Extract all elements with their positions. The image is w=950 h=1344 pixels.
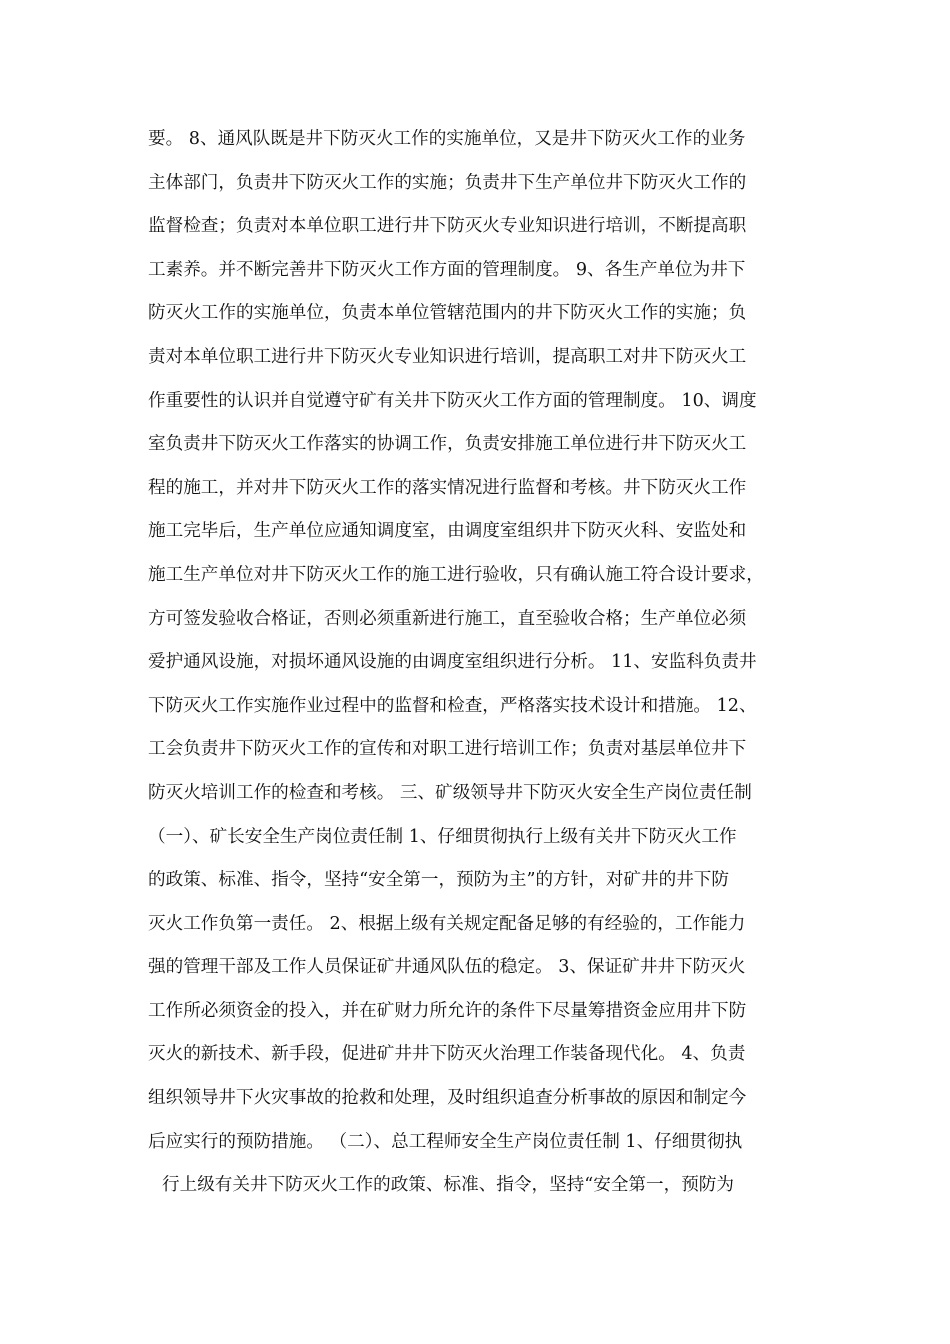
text-line: 程的施工，并对井下防灭火工作的落实情况进行监督和考核。井下防灭火工作	[148, 477, 747, 498]
text-line: 工会负责井下防灭火工作的宣传和对职工进行培训工作；负责对基层单位井下	[148, 739, 747, 760]
text-line: 行上级有关井下防灭火工作的政策、标准、指令，坚持“安全第一，预防为	[162, 1175, 734, 1196]
text-line: 工作所必须资金的投入，并在矿财力所允许的条件下尽量筹措资金应用井下防	[148, 1000, 747, 1021]
text-line: 主体部门，负责井下防灭火工作的实施；负责井下生产单位井下防灭火工作的	[148, 172, 747, 193]
text-line: 作重要性的认识并自觉遵守矿有关井下防灭火工作方面的管理制度。 10、调度	[148, 390, 757, 411]
text-line: 后应实行的预防措施。 （二）、总工程师安全生产岗位责任制 1、仔细贯彻执	[148, 1131, 743, 1152]
text-line: 工素养。并不断完善井下防灭火工作方面的管理制度。 9、各生产单位为井下	[148, 259, 746, 280]
text-line: 防灭火工作的实施单位，负责本单位管辖范围内的井下防灭火工作的实施；负	[148, 303, 747, 324]
text-line: 要。 8、通风队既是井下防灭火工作的实施单位，又是井下防灭火工作的业务	[148, 129, 746, 149]
text-line: 下防灭火工作实施作业过程中的监督和检查，严格落实技术设计和措施。 12、	[148, 695, 757, 716]
text-line: 防灭火培训工作的检查和考核。 三、矿级领导井下防灭火安全生产岗位责任制	[148, 782, 752, 803]
text-line: 的政策、标准、指令，坚持“安全第一，预防为主”的方针，对矿井的井下防	[148, 870, 729, 891]
text-line: 监督检查；负责对本单位职工进行井下防灭火专业知识进行培训，不断提高职	[148, 216, 747, 237]
text-line: 施工生产单位对井下防灭火工作的施工进行验收，只有确认施工符合设计要求，	[148, 564, 764, 585]
text-line: 施工完毕后，生产单位应通知调度室，由调度室组织井下防灭火科、安监处和	[148, 521, 747, 542]
body-text	[148, 118, 808, 1208]
text-line: 组织领导井下火灾事故的抢救和处理，及时组织追查分析事故的原因和制定今	[148, 1088, 747, 1109]
text-line: 责对本单位职工进行井下防灭火专业知识进行培训，提高职工对井下防灭火工	[148, 346, 747, 367]
text-line: 室负责井下防灭火工作落实的协调工作，负责安排施工单位进行井下防灭火工	[148, 434, 747, 455]
text-line: 强的管理干部及工作人员保证矿井通风队伍的稳定。 3、保证矿井井下防灭火	[148, 957, 746, 978]
text-line: 灭火的新技术、新手段，促进矿井井下防灭火治理工作装备现代化。 4、负责	[148, 1044, 746, 1065]
text-line: （一）、矿长安全生产岗位责任制 1、仔细贯彻执行上级有关井下防灭火工作	[148, 826, 737, 847]
text-line: 爱护通风设施，对损坏通风设施的由调度室组织进行分析。 11、安监科负责井	[148, 652, 757, 673]
text-line: 方可签发验收合格证，否则必须重新进行施工，直至验收合格；生产单位必须	[148, 608, 747, 629]
text-line: 灭火工作负第一责任。 2、根据上级有关规定配备足够的有经验的，工作能力	[148, 913, 746, 934]
